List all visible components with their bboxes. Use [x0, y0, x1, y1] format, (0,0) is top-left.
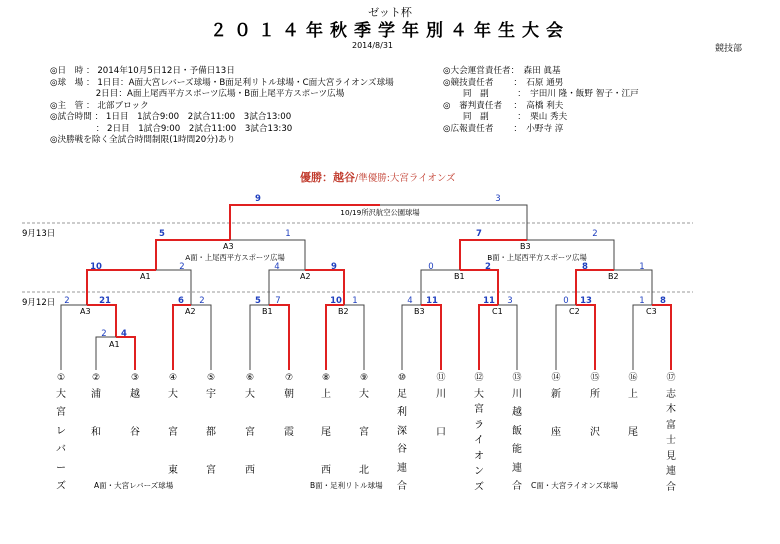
score-final-right: 3 — [495, 194, 501, 204]
score-a2-left: 4 — [274, 262, 280, 272]
score-sc1-right: 3 — [507, 296, 513, 306]
info-line: 2日目：A面上尾西平方スポーツ広場・B面上尾平方スポーツ広場 — [50, 89, 345, 99]
venue-b-label: B面・足利リトル球場 — [310, 481, 383, 490]
score-a3-right: 1 — [285, 229, 291, 239]
info-line: ◎大会運営責任者： 森田 眞基 — [443, 66, 561, 76]
team-5: ⑤ 宇 都 宮 — [206, 373, 216, 476]
organizer: 競技部 — [715, 44, 743, 54]
venue-c-label: C面・大宮ライオンズ球場 — [531, 481, 619, 490]
info-line: 同 副 ： 宇田川 隆・飯野 智子・江戸 — [443, 89, 639, 99]
match-label: B3 — [414, 307, 425, 316]
match-label: B2 — [338, 307, 349, 316]
score-b2-right: 1 — [639, 262, 645, 272]
team-14: ⑭ 新 座 — [551, 373, 561, 438]
match-label: A1 — [109, 340, 120, 349]
score-a3-left: 5 — [159, 229, 165, 239]
score-sc1-left: 11 — [483, 296, 495, 306]
team-12: ⑫ 大 宮 ラ イ オ ン ズ — [474, 373, 484, 493]
team-16: ⑯ 上 尾 — [628, 373, 638, 438]
score-sa3-right: 21 — [99, 296, 111, 306]
info-line: ◎広報責任者 ： 小野寺 淳 — [443, 123, 564, 134]
score-b3-right: 2 — [592, 229, 598, 239]
score-sb3-left: 4 — [407, 296, 413, 306]
info-line: ◎球 場 ： 1日目：A面大宮レバーズ球場・B面足利リトル球場・C面大宮ライオンズ球場 — [50, 77, 394, 88]
score-final-left: 9 — [255, 194, 261, 204]
score-sb2-right: 1 — [352, 296, 358, 306]
match-label: C1 — [492, 307, 503, 316]
score-b3-left: 7 — [476, 229, 482, 239]
match-label: B1 — [454, 272, 465, 281]
info-line: ◎ 審判責任者 ： 高橋 利夫 — [443, 100, 564, 111]
match-label: A2 — [300, 272, 311, 281]
team-9: ⑨ 大 宮 北 — [359, 373, 369, 476]
score-sb3-right: 11 — [426, 296, 438, 306]
info-line: ◎決勝戦を除く全試合時間制限(1時間20分)あり — [50, 135, 236, 145]
team-6: ⑥ 大 宮 西 — [245, 373, 255, 476]
document-date: 2014/8/31 — [352, 41, 394, 50]
match-label: C2 — [569, 307, 580, 316]
a-side-venue: A面・上尾西平方スポーツ広場 — [185, 253, 285, 262]
venue-a-label: A面・大宮レバーズ球場 — [94, 481, 174, 490]
round-label-sep12: 9月12日 — [22, 298, 56, 308]
info-line: ◎日 時 ： 2014年10月5日12日・予備日13日 — [50, 66, 235, 76]
round-label-sep13: 9月13日 — [22, 229, 56, 239]
match-label: A1 — [140, 272, 151, 281]
score-sb1-left: 5 — [255, 296, 261, 306]
match-label: A3 — [80, 307, 91, 316]
b-side-venue: B面・上尾西平方スポーツ広場 — [487, 253, 587, 262]
winner-label: 優勝：越谷 — [300, 171, 355, 184]
score-sa2-left: 6 — [178, 296, 184, 306]
team-1: ① 大 宮 レ バ ー ズ — [56, 373, 66, 493]
score-b2-left: 8 — [582, 262, 588, 272]
match-label: B2 — [608, 272, 619, 281]
info-line: ◎主 管 ： 北部ブロック — [50, 100, 149, 111]
match-label: A3 — [223, 242, 234, 251]
score-sb2-left: 10 — [330, 296, 342, 306]
runner-up-label: /準優勝:大宮ライオンズ — [355, 173, 456, 184]
score-sa2-right: 2 — [199, 296, 205, 306]
team-10: ⑩ 足 利 深 谷 連 合 — [397, 373, 407, 493]
score-sa3-left: 2 — [64, 296, 70, 306]
score-sa1-right: 4 — [121, 329, 127, 339]
match-label: B3 — [520, 242, 531, 251]
sponsor-name: ゼット杯 — [368, 6, 412, 19]
score-a1-left: 10 — [90, 262, 102, 272]
score-a1-right: 2 — [179, 262, 185, 272]
match-label: B1 — [262, 307, 273, 316]
score-sb1-right: 7 — [275, 296, 281, 306]
team-11: ⑪ 川 口 — [436, 373, 446, 438]
match-label: C3 — [646, 307, 657, 316]
final-venue: 10/19所沢航空公園球場 — [340, 208, 420, 217]
team-17: ⑰ 志 木 富 士 見 連 合 — [666, 373, 676, 493]
score-b1-left: 0 — [428, 262, 434, 272]
team-8: ⑧ 上 尾 西 — [321, 373, 331, 476]
team-15: ⑮ 所 沢 — [590, 373, 600, 438]
team-7: ⑦ 朝 霞 — [284, 373, 294, 438]
match-label: A2 — [185, 307, 196, 316]
team-3: ③ 越 谷 — [130, 373, 140, 438]
page-title: ２０１４年秋季学年別４年生大会 — [210, 21, 570, 41]
info-line: ◎競技責任者 ： 石原 通男 — [443, 77, 564, 88]
info-line: ： 2日目 1試合9:00 2試合11:00 3試合13:30 — [50, 123, 293, 134]
team-4: ④ 大 宮 東 — [168, 373, 178, 476]
info-line: 同 副 ： 栗山 秀夫 — [443, 112, 568, 122]
score-sc3-right: 8 — [660, 296, 666, 306]
info-line: ◎試合時間 ： 1日目 1試合9:00 2試合11:00 3試合13:00 — [50, 112, 292, 122]
score-sc2-left: 0 — [563, 296, 569, 306]
team-13: ⑬ 川 越 飯 能 連 合 — [512, 373, 522, 493]
score-sc3-left: 1 — [639, 296, 645, 306]
score-sc2-right: 13 — [580, 296, 592, 306]
score-b1-right: 2 — [485, 262, 491, 272]
team-2: ② 浦 和 — [91, 373, 101, 438]
score-a2-right: 9 — [331, 262, 337, 272]
score-sa1-left: 2 — [101, 329, 107, 339]
